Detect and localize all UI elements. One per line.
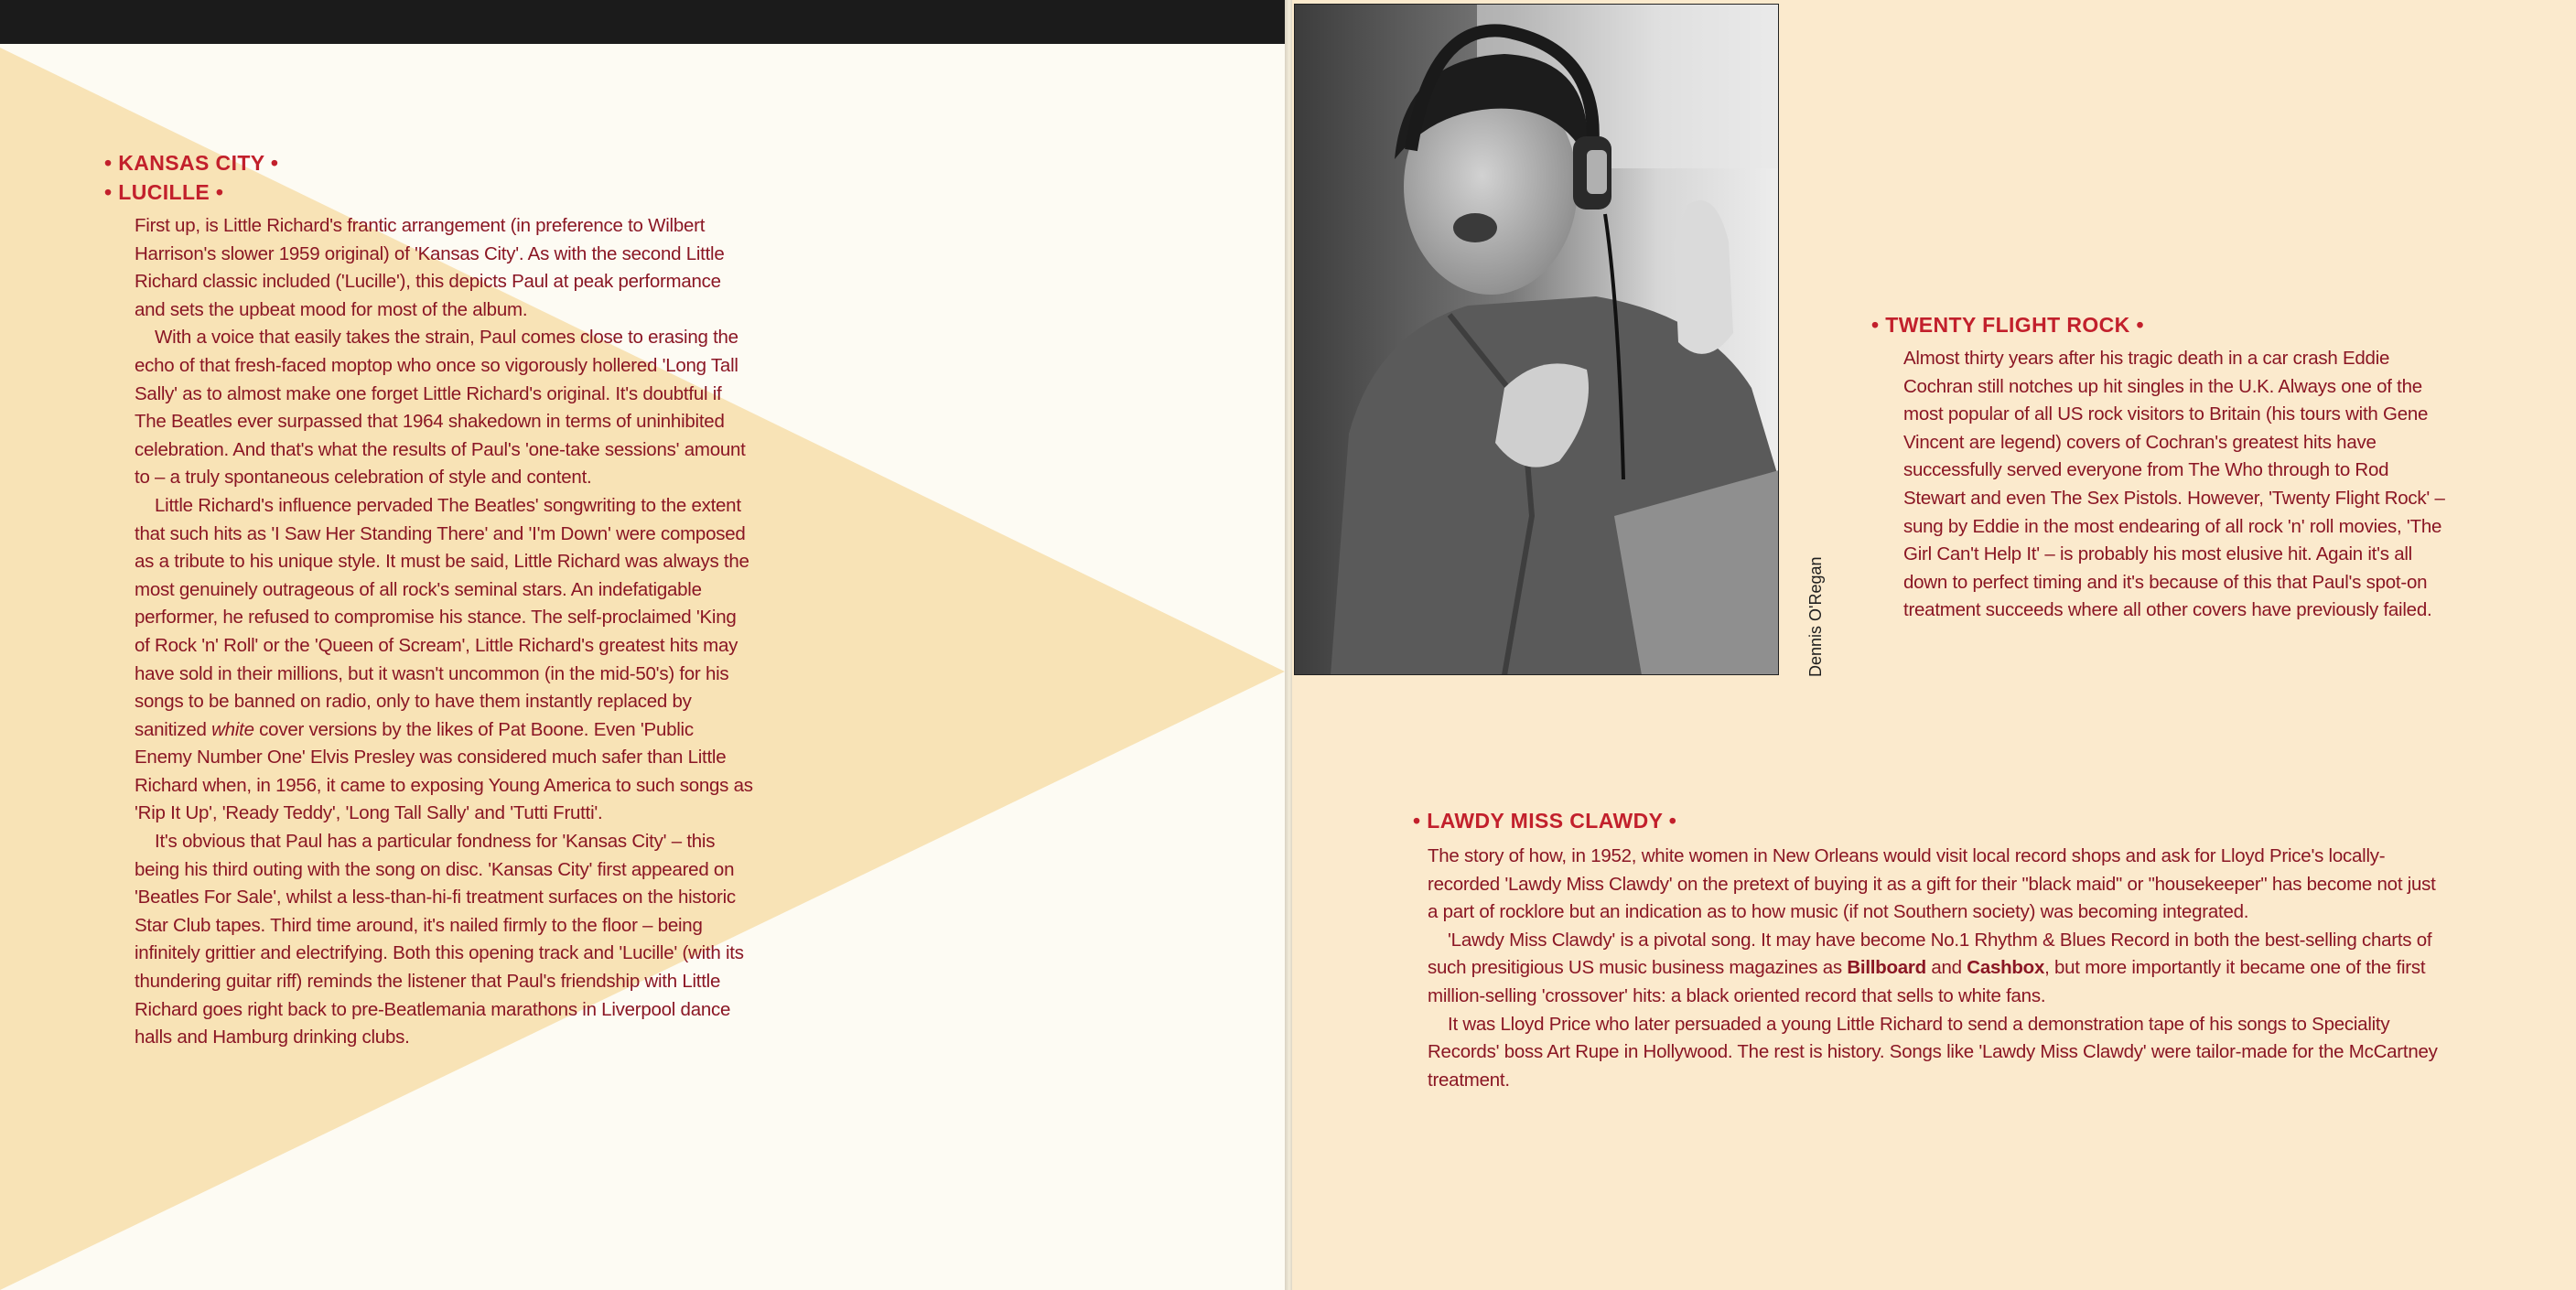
text-run: , but more importantly it became one of the first million-selling 'crossover' hits: a black oriented record that sells to white fans. — [1428, 957, 2426, 1006]
paragraph: First up, is Little Richard's frantic arrangement (in preference to Wilbert Harrison's slower 1959 original) of 'Kansas City'. As with the second Little Richard classic included ('Lucille'), this depicts Paul at peak performance and sets the upbeat mood for most of the album. — [135, 215, 725, 320]
paragraph: Almost thirty years after his tragic death in a car crash Eddie Cochran still notches up hit singles in the U.K. Always one of the most popular of all US rock visitors to Britain (his tours with Gene Vincent are legend) covers of Cochran's greatest hits have successfully served everyone from The Who through to Rod Stewart and even The Sex Pistols. However, 'Twenty Flight Rock' – sung by Eddie in the most endearing of all rock 'n' roll movies, 'The Girl Can't Help It' – is probably his most elusive hit. Again it's all down to perfect timing and it's because of this that Paul's spot-on treatment succeeds where all other covers have previously failed. — [1903, 348, 2445, 621]
heading-lawdy-miss-clawdy: • LAWDY MISS CLAWDY • — [1413, 809, 1677, 833]
heading-lucille: • LUCILLE • — [104, 180, 224, 204]
text-run: Little Richard's influence pervaded The Beatles' songwriting to the extent that such hits as 'I Saw Her Standing There' and 'I'm Down' were composed as a tribute to his unique style. It must be said, Little Richard was always the most genuinely outrageous of all rock's seminal stars. An indefatigable performer, he refused to compromise his stance. The self-proclaimed 'King of Rock 'n' Roll' or the 'Queen of Scream', Little Richard's greatest hits may have sold in their millions, but it wasn't uncommon (in the mid-50's) for his songs to be banned on radio, only to have them instantly replaced by sanitized — [135, 494, 749, 740]
kansas-city-lucille-article — [135, 212, 755, 1052]
text-run: 'Lawdy Miss Clawdy' is a pivotal song. It may have become No.1 Rhythm & Blues Record in both the best-selling charts of such presitigious US music business magazines as — [1428, 929, 2432, 979]
paragraph: It was Lloyd Price who later persuaded a young Little Richard to send a demonstration tape of his songs to Speciality Records' boss Art Rupe in Hollywood. The rest is history. Songs like 'Lawdy Miss Clawdy' were tailor-made for the McCartney treatment. — [1428, 1013, 2438, 1091]
heading-twenty-flight-rock: • TWENTY FLIGHT ROCK • — [1871, 313, 2144, 337]
heading-kansas-city: • KANSAS CITY • — [104, 151, 279, 175]
paragraph — [135, 492, 755, 828]
bold-magazine-billboard: Billboard — [1847, 957, 1926, 979]
paragraph — [1428, 927, 2451, 1011]
text-run: and — [1925, 957, 1967, 979]
paragraph: It's obvious that Paul has a particular fondness for 'Kansas City' – this being his third outing with the song on disc. 'Kansas City' first appeared on 'Beatles For Sale', whilst a less-than-hi-fi treatment surfaces on the historic Star Club tapes. Third time around, it's nailed firmly to the floor – being infinitely grittier and electrifying. Both this opening track and 'Lucille' (with its thundering guitar riff) reminds the listener that Paul's friendship with Little Richard goes right back to pre-Beatlemania marathons in Liverpool dance halls and Hamburg drinking clubs. — [135, 831, 744, 1048]
paragraph: The story of how, in 1952, white women in New Orleans would visit local record shops and ask for Lloyd Price's locally-recorded 'Lawdy Miss Clawdy' on the pretext of buying it as a gift for their "black maid" or "housekeeper" has become not just a part of rocklore but an indication as to how music (if not Southern society) was becoming integrated. — [1428, 845, 2436, 923]
paragraph: With a voice that easily takes the strain, Paul comes close to erasing the echo of that fresh-faced moptop who once so vigorously hollered 'Long Tall Sally' as to almost make one forget Little Richard's original. It's doubtful if The Beatles ever surpassed that 1964 shakedown in terms of uninhibited celebration. And that's what the results of Paul's 'one-take sessions' amount to – a truly spontaneous celebration of style and content. — [135, 327, 746, 489]
italic-word: white — [211, 718, 254, 740]
top-black-bar — [0, 0, 1288, 44]
photo-credit: Dennis O'Regan — [1806, 556, 1825, 677]
twenty-flight-rock-article — [1903, 345, 2452, 625]
lawdy-miss-clawdy-article — [1428, 843, 2451, 1094]
bold-magazine-cashbox: Cashbox — [1967, 957, 2045, 979]
text-run: cover versions by the likes of Pat Boone. Even 'Public Enemy Number One' Elvis Presley was considered much safer than Little Richard when, in 1956, it came to exposing Young America to such songs as 'Rip It Up', 'Ready Teddy', 'Long Tall Sally' and 'Tutti Frutti'. — [135, 718, 753, 824]
photo-paul-mccartney — [1294, 4, 1779, 675]
